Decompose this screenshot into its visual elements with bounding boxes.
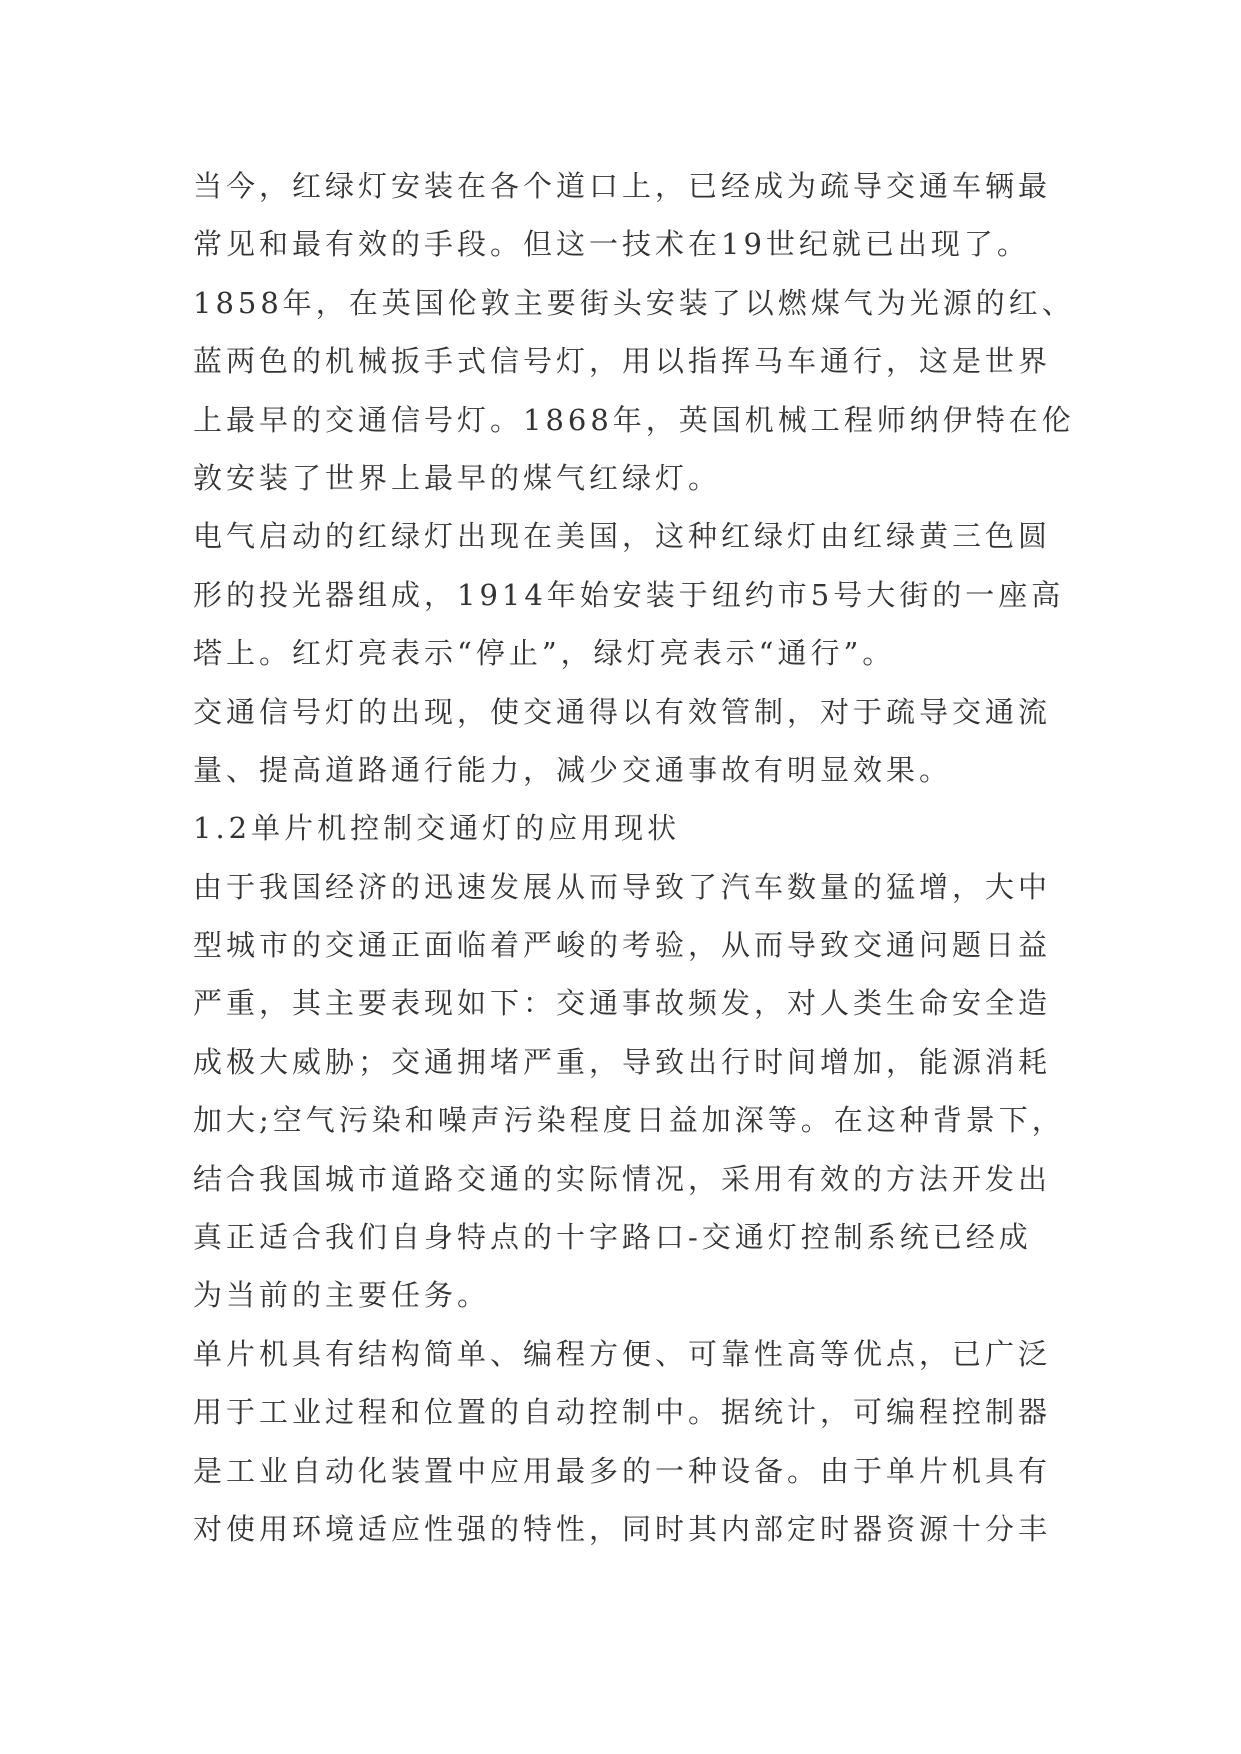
text-line: 成极大威胁；交通拥堵严重，导致出行时间增加，能源消耗: [193, 1044, 1052, 1079]
text-line: 用于工业过程和位置的自动控制中。据统计，可编程控制器: [193, 1395, 1052, 1430]
text-line: 结合我国城市道路交通的实际情况，采用有效的方法开发出: [193, 1161, 1052, 1196]
text-line: 形的投光器组成，1914年始安装于纽约市5号大街的一座高: [193, 577, 1065, 612]
text-line: 真正适合我们自身特点的十字路口-交通灯控制系统已经成: [193, 1220, 1032, 1255]
text-line: 由于我国经济的迅速发展从而导致了汽车数量的猛增，大中: [193, 869, 1052, 904]
text-line: 常见和最有效的手段。但这一技术在19世纪就已出现了。: [193, 227, 1030, 262]
text-line: 量、提高道路通行能力，减少交通事故有明显效果。: [193, 752, 953, 787]
text-line: 敦安装了世界上最早的煤气红绿灯。: [193, 460, 722, 495]
text-line: 当今，红绿灯安装在各个道口上，已经成为疏导交通车辆最: [193, 169, 1052, 203]
text-line: 是工业自动化装置中应用最多的一种设备。由于单片机具有: [193, 1453, 1052, 1488]
text-line: 对使用环境适应性强的特性，同时其内部定时器资源十分丰: [193, 1511, 1052, 1546]
text-line: 为当前的主要任务。: [193, 1278, 491, 1313]
text-line: 交通信号灯的出现，使交通得以有效管制，对于疏导交通流: [193, 694, 1052, 729]
section-heading: 1.2单片机控制交通灯的应用现状: [193, 811, 681, 846]
text-line: 塔上。红灯亮表示“停止”，绿灯亮表示“通行”。: [193, 636, 896, 671]
text-line: 上最早的交通信号灯。1868年，英国机械工程师纳伊特在伦: [193, 402, 1075, 437]
text-line: 型城市的交通正面临着严峻的考验，从而导致交通问题日益: [193, 928, 1052, 963]
body-text: [193, 157, 1093, 1558]
text-line: 蓝两色的机械扳手式信号灯，用以指挥马车通行，这是世界: [193, 344, 1052, 379]
text-line: 严重，其主要表现如下：交通事故频发，对人类生命安全造: [193, 986, 1052, 1021]
text-line: 电气启动的红绿灯出现在美国，这种红绿灯由红绿黄三色圆: [193, 519, 1052, 554]
text-line: 1858年，在英国伦敦主要街头安装了以燃煤气为光源的红、: [193, 285, 1075, 320]
text-line: 加大;空气污染和噪声污染程度日益加深等。在这种背景下，: [193, 1103, 1065, 1138]
text-line: 单片机具有结构简单、编程方便、可靠性高等优点，已广泛: [193, 1336, 1052, 1371]
